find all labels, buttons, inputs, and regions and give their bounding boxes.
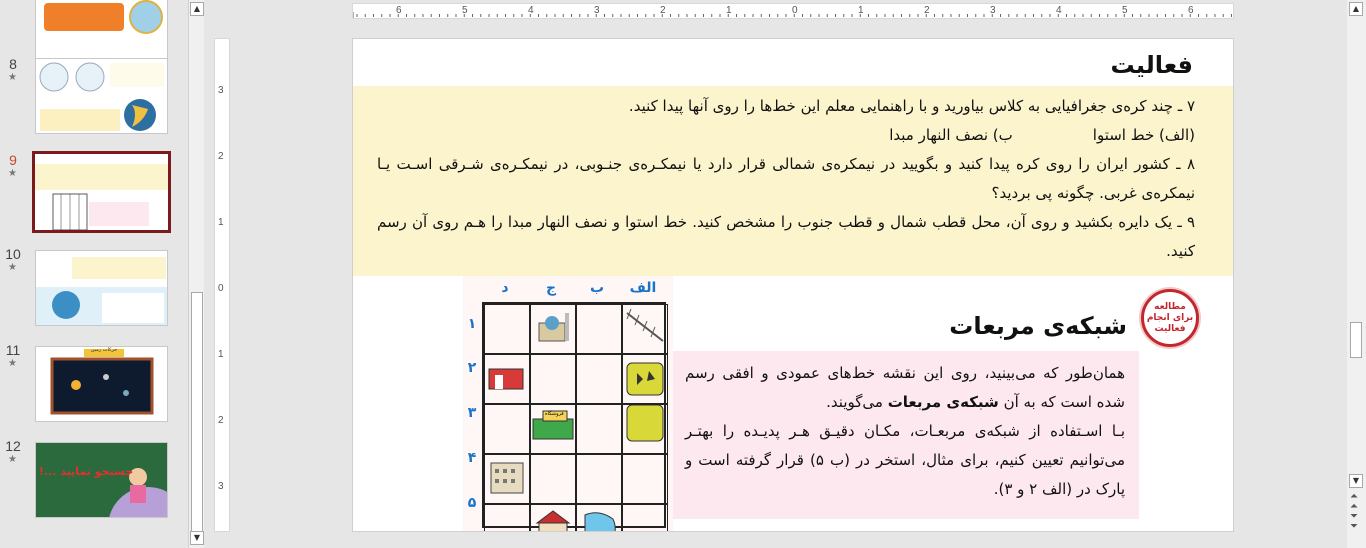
main-scrollbar-thumb[interactable] [1350, 322, 1362, 358]
slide-thumbnail-12[interactable] [35, 442, 168, 518]
section-title[interactable]: شبکه‌ی مربعات [949, 312, 1127, 340]
horizontal-ruler[interactable] [352, 3, 1234, 19]
ruler-number: 2 [660, 5, 666, 16]
star-icon: ★ [8, 358, 17, 369]
info-p1-bold: شبکه‌ی مربعات [887, 393, 999, 411]
option-b: ب) نصف النهار مبدا [889, 126, 1013, 144]
thumbnail-number-9: 9 [9, 152, 17, 168]
scroll-down-icon[interactable]: ▼ [1349, 474, 1363, 488]
thumbnail-number-8: 8 [9, 56, 17, 72]
slide-thumbnail-pane[interactable] [0, 0, 188, 548]
activity-options [377, 121, 1195, 150]
activity-line-9: ۹ ـ یک دایره بکشید و روی آن، محل قطب شمال و قطب جنوب را مشخص کنید. خط استوا و نصف النهار مبدا را هـم روی آن رسم کنید. [377, 213, 1195, 260]
ruler-number: 2 [218, 151, 224, 162]
ruler-number: 4 [528, 5, 534, 16]
slide-8-preview [36, 59, 168, 134]
grid-cell [530, 354, 576, 404]
thumbnail-number-11: 11 [5, 342, 21, 358]
house-icon [531, 505, 575, 532]
ruler-number: 3 [218, 481, 224, 492]
ruler-number: 0 [792, 5, 798, 16]
railway-icon [623, 305, 667, 349]
grid-row-label: ۵ [467, 495, 477, 511]
ruler-number: 3 [218, 85, 224, 96]
next-slide-icon[interactable]: ⏷ ⏷ [1350, 511, 1358, 532]
ruler-number: 6 [1188, 5, 1194, 16]
activity-box[interactable] [353, 86, 1234, 276]
grid-map-image[interactable] [463, 276, 673, 532]
grid-cell [484, 354, 530, 404]
info-p1-text: همان‌طور که می‌بینید، روی این نقشه خط‌های عمودی و افقی رسم شده است که به آن [685, 364, 1125, 411]
park-icon [623, 405, 667, 449]
pool-icon [577, 505, 621, 532]
grid-cell [530, 404, 576, 454]
grid-cell [530, 454, 576, 504]
activity-line-8: ۸ ـ کشور ایران را روی کره پیدا کنید و بگویید در نیمکره‌ی شمالی قرار دارد یا نیمکـره‌ی جنـوبی، در نیمکـره‌ی شـرقی اسـت یـا نیمکره‌ی غربی. چگونه پی بردید؟ [377, 155, 1195, 202]
ruler-number: 5 [462, 5, 468, 16]
grid-row-label: ۱ [467, 316, 477, 332]
thumbnail-number-12: 12 [5, 438, 21, 454]
grid-row-label: ۲ [467, 360, 477, 376]
prev-slide-icon[interactable]: ⏶ ⏶ [1350, 491, 1358, 512]
scroll-down-icon[interactable]: ▼ [190, 531, 204, 545]
activity-line-7: ۷ ـ چند کره‌ی جغرافیایی به کلاس بیاورید و با راهنمایی معلم این خط‌ها را روی آنها پیدا کنید. [628, 97, 1195, 115]
grid-cell [576, 454, 622, 504]
store-sign: فروشگاه [545, 411, 564, 417]
grid-cell [484, 304, 530, 354]
ruler-number: 1 [218, 217, 224, 228]
grid-cell [622, 304, 668, 354]
ruler-number: 3 [594, 5, 600, 16]
grid-cell [530, 504, 576, 532]
thumbnail-scrollbar[interactable] [188, 0, 204, 548]
grid-cell [484, 404, 530, 454]
park-icon [623, 355, 667, 399]
grid-cell [622, 354, 668, 404]
square-grid [482, 302, 666, 528]
slide-12-preview [36, 443, 168, 518]
info-p1-end: می‌گویند. [826, 393, 888, 411]
grid-cell [622, 404, 668, 454]
grid-cell [576, 354, 622, 404]
slide-9-preview [35, 154, 168, 230]
grid-cell [576, 304, 622, 354]
scroll-up-icon[interactable]: ▲ [190, 2, 204, 16]
mosque-icon [531, 305, 575, 349]
thumbnail-scrollbar-thumb[interactable] [191, 292, 203, 532]
grid-cell [576, 404, 622, 454]
slide-11-caption: حرکات زمین [90, 347, 118, 353]
slide-10-preview [36, 251, 168, 326]
slide-thumbnail-9-selected[interactable] [32, 151, 171, 233]
activity-title[interactable]: فعالیت [1110, 51, 1193, 79]
grid-row-label: ۳ [467, 405, 477, 421]
ruler-number: 1 [726, 5, 732, 16]
grid-column-label: الف [629, 280, 657, 296]
grid-cell [576, 504, 622, 532]
ruler-number: 2 [924, 5, 930, 16]
star-icon: ★ [8, 262, 17, 273]
grid-cell [484, 454, 530, 504]
grid-cell [622, 454, 668, 504]
ruler-number: 5 [1122, 5, 1128, 16]
ruler-number: 1 [858, 5, 864, 16]
grid-column-label: ج [545, 280, 557, 296]
grid-row-label: ۴ [467, 450, 477, 466]
vertical-ruler[interactable] [214, 38, 230, 532]
main-scrollbar[interactable] [1347, 0, 1366, 548]
ruler-number: 6 [396, 5, 402, 16]
option-a: (الف) خط استوا [1092, 126, 1195, 144]
grid-cell [530, 304, 576, 354]
info-box[interactable] [673, 351, 1139, 519]
ruler-number: 1 [218, 349, 224, 360]
info-paragraph-1 [685, 359, 1125, 417]
star-icon: ★ [8, 454, 17, 465]
study-badge-icon: مطالعه برای انجام فعالیت [1141, 289, 1199, 347]
star-icon: ★ [8, 168, 17, 179]
fire-station-icon [485, 355, 529, 399]
slide-thumbnail-10[interactable] [35, 250, 168, 326]
grid-cell [622, 504, 668, 532]
grid-cell [484, 504, 530, 532]
slide-thumbnail-11[interactable] [35, 346, 168, 422]
ruler-number: 4 [1056, 5, 1062, 16]
thumbnail-number-10: 10 [5, 246, 21, 262]
slide-canvas[interactable] [352, 38, 1234, 532]
grid-column-label: د [501, 280, 509, 296]
slide-12-caption: جستجو نمایید ...! [38, 465, 134, 478]
building-icon [485, 455, 529, 499]
scroll-up-icon[interactable]: ▲ [1349, 2, 1363, 16]
star-icon: ★ [8, 72, 17, 83]
ruler-number: 3 [990, 5, 996, 16]
ruler-number: 0 [218, 283, 224, 294]
slide-thumbnail-8[interactable] [35, 58, 168, 134]
grid-column-label: ب [589, 280, 605, 296]
slide-11-preview [36, 347, 168, 422]
info-paragraph-2: بـا اسـتفاده از شبکه‌ی مربعـات، مکـان دقیـق هـر پدیـده را بهتـر می‌توانیم تعیین کنیم، برای مثال، استخر در (ب ۵) قرار گرفته است و پارک در (الف ۲ و ۳). [685, 422, 1125, 498]
ruler-number: 2 [218, 415, 224, 426]
